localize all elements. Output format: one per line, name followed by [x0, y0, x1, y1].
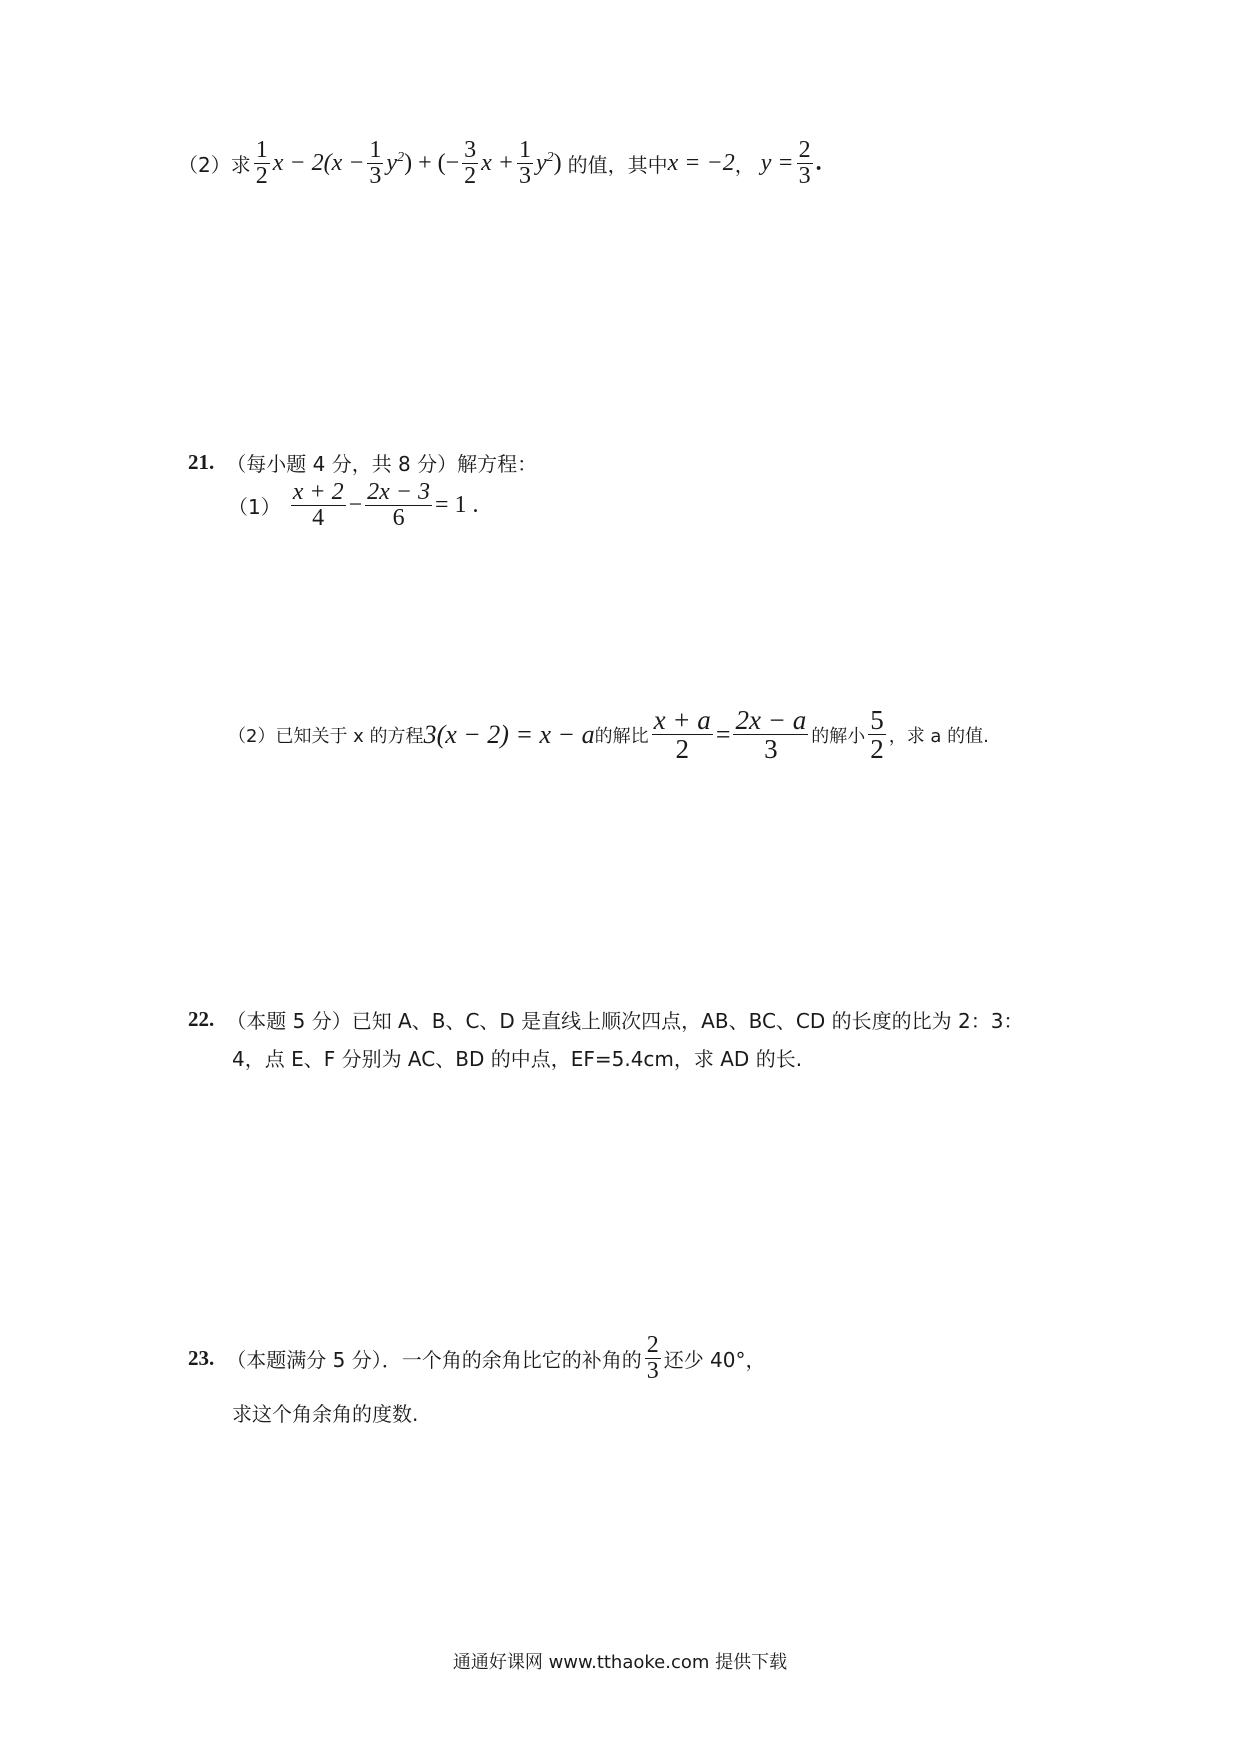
question-23-line-1 [188, 1333, 766, 1384]
question-21-part-1 [228, 480, 479, 531]
x-condition: x = −2 [667, 150, 735, 177]
question-21-header [188, 448, 537, 477]
question-number: 21. [188, 450, 215, 474]
question-number: 23. [188, 1346, 215, 1371]
question-text: 还少 40°， [663, 1348, 766, 1373]
question-text: （每小题 4 分，共 8 分）解方程： [226, 452, 538, 476]
equation: 3(x − 2) = x − a [423, 719, 595, 749]
period: . [815, 150, 822, 177]
part-label: （2）已知关于 x 的方程 [228, 725, 424, 747]
equation-rhs: = 1 . [435, 492, 479, 519]
fraction: $\frac{1}{3}$ [369, 137, 382, 190]
question-text: 求这个角余角的度数. [232, 1402, 419, 1426]
fraction: $\frac{1}{2}$ [255, 137, 268, 190]
fraction: $\frac{2}{3}$ [646, 1332, 659, 1385]
fraction: $\frac{2x - 3}{6}$ [367, 479, 430, 532]
question-23-line-2 [232, 1398, 418, 1427]
fraction: $\frac{2}{3}$ [798, 137, 811, 190]
expr-term: x − 2(x − [272, 150, 365, 177]
expr-term: $y^2$ [536, 150, 554, 177]
text: 的解小 [811, 725, 866, 747]
question-20-part-2 [178, 138, 822, 189]
question-text: （本题满分 5 分）．一个角的余角比它的补角的 [226, 1348, 642, 1373]
minus-sign: − [348, 492, 363, 519]
question-22-line-2 [232, 1043, 802, 1072]
part-label: （1） [228, 495, 281, 520]
fraction: $\frac{2x - a}{3}$ [735, 705, 807, 765]
footer-text: 通通好课网 www.tthaoke.com 提供下载 [452, 1652, 788, 1673]
q20-tail: 的值，其中 [567, 153, 668, 178]
footer [0, 1648, 1240, 1674]
question-text: 4，点 E、F 分别为 AC、BD 的中点，EF=5.4cm，求 AD 的长. [232, 1047, 803, 1071]
fraction: $\frac{x + a}{2}$ [653, 705, 711, 765]
y-condition: y = [760, 150, 794, 177]
expr-term: ) [553, 150, 562, 177]
fraction: $\frac{x + 2}{4}$ [292, 479, 344, 532]
text: 的解比 [594, 725, 649, 747]
separator: ， [734, 153, 755, 178]
fraction: $\frac{3}{2}$ [464, 137, 477, 190]
equals-sign: = [715, 719, 731, 749]
expr-term: ) + (− [404, 150, 460, 177]
text: ，求 a 的值. [888, 725, 989, 747]
question-text: （本题 5 分）已知 A、B、C、D 是直线上顺次四点，AB、BC、CD 的长度的比为 2：3： [226, 1009, 1024, 1033]
fraction: $\frac{5}{2}$ [870, 705, 884, 765]
expr-term: $y^2$ [386, 150, 405, 177]
q20-label: （2）求 [178, 153, 251, 178]
question-number: 22. [188, 1007, 215, 1031]
question-21-part-2 [228, 706, 989, 764]
fraction: $\frac{1}{3}$ [519, 137, 531, 190]
question-22-line-1 [188, 1005, 1023, 1034]
expr-term: x + [481, 150, 514, 177]
